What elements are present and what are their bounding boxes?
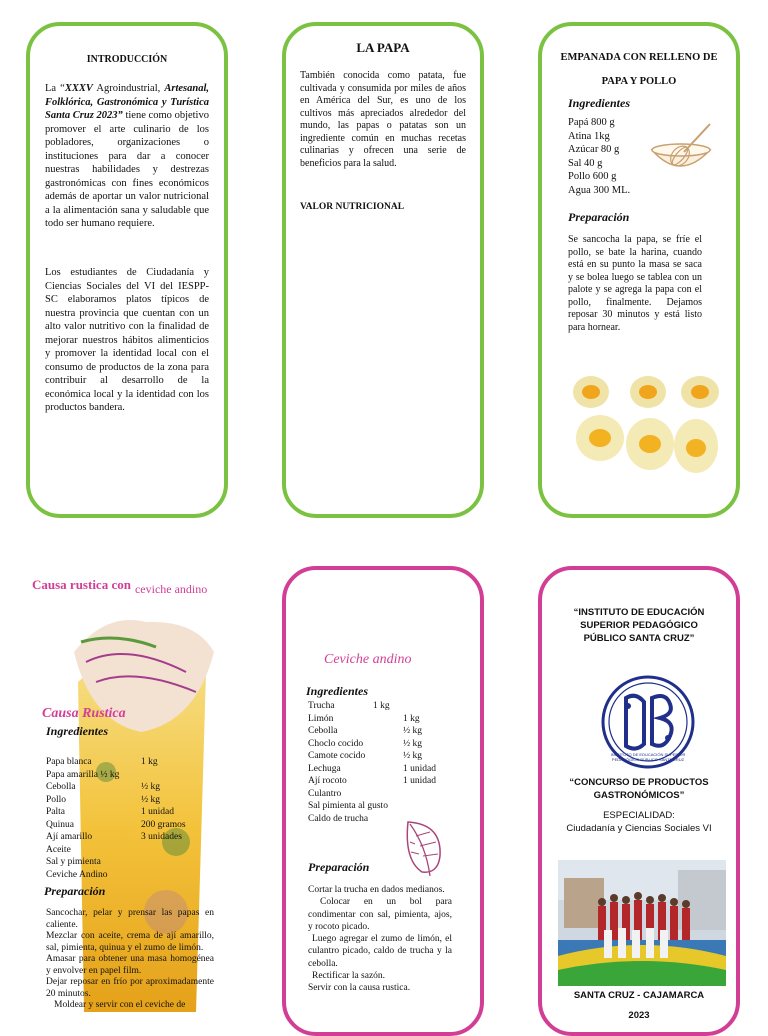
specialty-label: ESPECIALIDAD:: [603, 810, 675, 821]
list-item: Choclo cocido ½ kg: [308, 738, 422, 749]
causa-header: [32, 576, 207, 594]
list-item: Sal pimienta al gusto: [308, 801, 388, 811]
intro-panel: [26, 22, 228, 518]
list-item: Ceviche Andino: [46, 869, 108, 880]
causa-ingredients-title: Ingredientes: [46, 724, 109, 738]
institution-logo: [600, 674, 696, 770]
valor-nutricional-title: VALOR NUTRICIONAL: [300, 202, 405, 212]
place: SANTA CRUZ - CAJAMARCA: [573, 990, 705, 1001]
svg-text:PEDAGÓGICO PÚBLICO SANTA CRUZ: PEDAGÓGICO PÚBLICO SANTA CRUZ: [611, 757, 685, 762]
ceviche-title: Ceviche andino: [324, 652, 412, 667]
list-item: Sal y pimienta: [46, 857, 101, 867]
list-item: Ají amarillo 3 unidades: [46, 832, 182, 842]
ceviche-preparation-text: Cortar la trucha en dados medianos. Colocar en un bol para condimentar con sal, pimienta, ajos, y rocoto picado. Luego agregar el zumo de limón, el culantro picado, caldo de trucha y la cebolla. Rectificar la sazón. Servir con la causa rustica.: [308, 885, 452, 994]
contest-title: “CONCURSO DE PRODUCTOS GASTRONÓMICOS”: [569, 777, 709, 801]
ingredient: Azúcar 80 g: [568, 144, 620, 155]
empanada-ingredients-list: [568, 116, 630, 197]
empanada-panel: [538, 22, 740, 518]
causa-panel: [26, 566, 228, 1024]
intro-paragraph-2: Los estudiantes de Ciudadanía y Ciencias Sociales del VI del IESPP-SC elaboramos platos típicos de nuestra provincia que cuentan con un alto valor nutritivo con la finalidad de mejorar nuestros hábitos alimenticios y promover la identidad local con el consumo de productos de la zona para contribuir al desarrollo de la económica local y la identidad con los productos bandera.: [45, 267, 209, 413]
list-item: Caldo de trucha: [308, 813, 369, 824]
ingredient: Atina 1kg: [568, 130, 610, 142]
list-item: Cebolla ½ kg: [308, 726, 422, 736]
empanada-preparation-text: Se sancocha la papa, se fríe el pollo, se bate la harina, cuando está en su punto la masa se saca y se bolea luego se tablea con un palote y se agrega la papa con el pollo, finalmente. Dejamos reposar 30 minutos y está listo para hornear.: [568, 234, 702, 333]
cover-panel: [538, 566, 740, 1036]
list-item: Palta 1 unidad: [46, 807, 174, 817]
empanada-ingredients-title: Ingredientes: [568, 96, 631, 110]
empanada-preparation-title: Preparación: [568, 210, 630, 224]
list-item: Ají rocoto 1 unidad: [308, 776, 436, 786]
causa-ingredients-list: [46, 756, 216, 881]
intro-paragraph-1: La “XXXV Agroindustrial, Artesanal, Folklórica, Gastronómica y Turística Santa Cruz 2023” tiene como objetivo promover el arte culinario de los pobladores, organizaciones o instituciones para dar a conocer nuestras habilidades y destrezas gastronómicas con fines económicos además de aportar un valor nutricional a la alimentación sana y saludable que todo ser humano requiere.: [45, 83, 209, 229]
leaf-icon: [400, 816, 446, 878]
whisk-bowl-icon: [648, 122, 718, 182]
list-item: Culantro: [308, 788, 342, 799]
papa-panel: [282, 22, 484, 518]
ingredient: Papá 800 g: [568, 117, 615, 128]
list-item: Lechuga 1 unidad: [308, 763, 436, 774]
papa-title: LA PAPA: [356, 40, 410, 55]
list-item: Trucha 1 kg: [308, 701, 390, 711]
causa-title-a: Causa rustica con: [32, 577, 131, 592]
ceviche-ingredients-list: [308, 700, 468, 825]
list-item: Cebolla ½ kg: [46, 782, 160, 792]
institution-name: “INSTITUTO DE EDUCACIÓN SUPERIOR PEDAGÓGICO PÚBLICO SANTA CRUZ”: [573, 607, 705, 644]
ceviche-panel: [282, 566, 484, 1036]
list-item: Aceite: [46, 844, 71, 855]
group-photo: [558, 860, 726, 986]
intro-title: INTRODUCCIÓN: [86, 54, 168, 65]
ingredient: Pollo 600 g: [568, 171, 617, 182]
ingredient: Agua 300 ML.: [568, 184, 631, 196]
empanadas-photo: [572, 372, 722, 476]
causa-photo-title: Causa Rustica: [42, 706, 126, 721]
ingredient: Sal 40 g: [568, 157, 603, 169]
list-item: Camote cocido ½ kg: [308, 751, 422, 761]
ceviche-preparation-title: Preparación: [308, 860, 370, 874]
list-item: Pollo ½ kg: [46, 794, 160, 805]
year: 2023: [628, 1010, 650, 1021]
list-item: Quinua 200 gramos: [46, 819, 186, 830]
ceviche-ingredients-title: Ingredientes: [306, 684, 369, 698]
svg-text:INSTITUTO DE EDUCACIÓN SUPERIO: INSTITUTO DE EDUCACIÓN SUPERIOR: [610, 752, 686, 757]
specialty-value: Ciudadanía y Ciencias Sociales VI: [566, 823, 712, 834]
list-item: Limón 1 kg: [308, 713, 420, 724]
causa-preparation-text: Sancochar, pelar y prensar las papas en caliente. Mezclar con aceite, crema de ají amarillo, sal, pimienta, quinua y el zumo de limón. Amasar para obtener una masa homogénea y envolver en papel film. Dejar reposar en frío por aproximadamente 20 minutos. Moldear y servir con el ceviche de: [46, 908, 214, 1010]
empanada-title: EMPANADA CON RELLENO DE PAPA Y POLLO: [560, 52, 718, 87]
papa-paragraph: También conocida como patata, fue cultivada y consumida por miles de años en América del Sur, es uno de los cultivos más apreciados alrededor del mundo, las papas o patatas son un ingrediente común en muchas recetas culinarias y ofrecen una serie de beneficios para la salud.: [300, 70, 466, 169]
causa-title-b: ceviche andino: [134, 582, 208, 596]
list-item: Papa amarilla ½ kg: [46, 769, 120, 780]
causa-preparation-title: Preparación: [44, 884, 106, 898]
list-item: Papa blanca 1 kg: [46, 757, 158, 767]
